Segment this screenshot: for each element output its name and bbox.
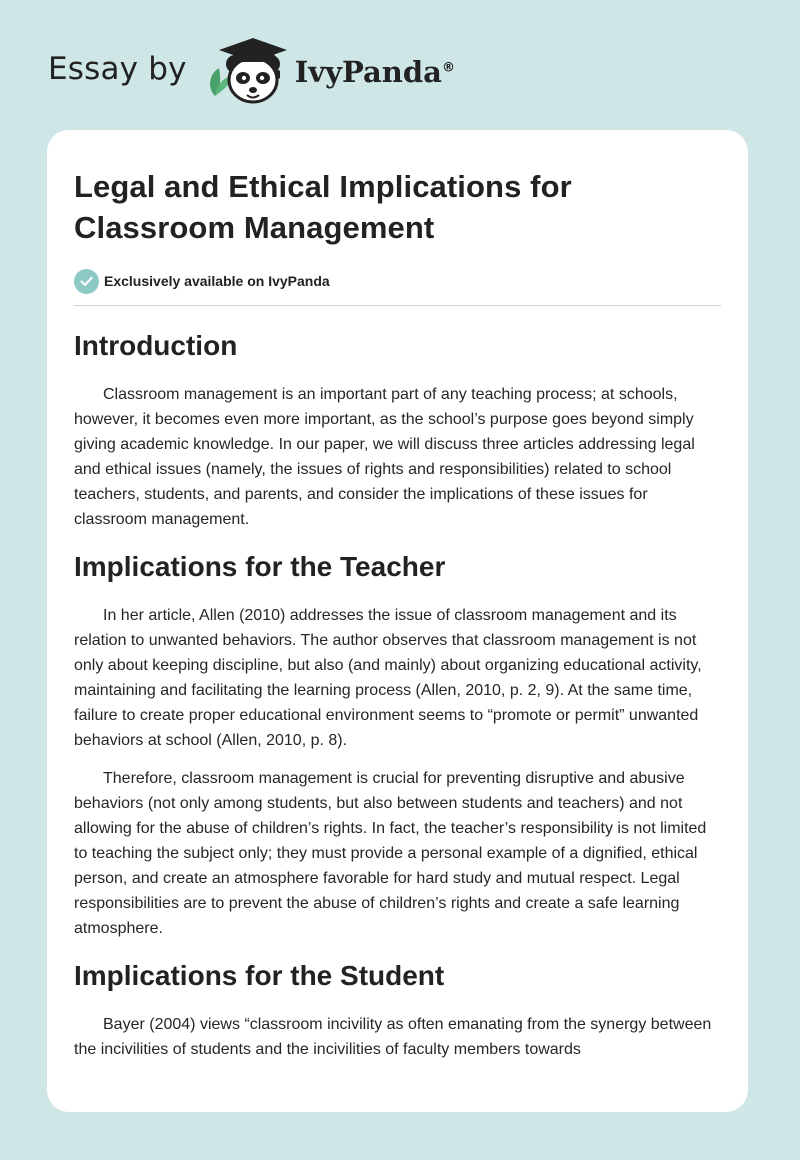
article-card xyxy=(47,130,748,1112)
paragraph: In her article, Allen (2010) addresses the issue of classroom management and its relation to unwanted behaviors. The author observes that classroom management is not only about keeping discipline, but also (and mainly) about organizing educational activity, maintaining and facilitating the learning process (Allen, 2010, p. 2, 9). At the same time, failure to create proper educational environment seems to “promote or permit” unwanted behaviors at school (Allen, 2010, p. 8). xyxy=(74,607,702,749)
registered-mark: ® xyxy=(441,60,455,76)
section-heading-introduction: Introduction xyxy=(74,330,238,361)
paragraph: Classroom management is an important part of any teaching process; at schools, however, it becomes even more important, as the school’s purpose goes beyond simply giving academic knowledge. In our paper, we will discuss three articles addressing legal and ethical issues (namely, the issues of rights and responsibilities) related to school teachers, students, and parents, and consider the implications of these issues for classroom management. xyxy=(74,386,695,528)
exclusive-badge xyxy=(74,268,721,294)
section-heading-student: Implications for the Student xyxy=(74,960,445,991)
paragraph: Therefore, classroom management is crucial for preventing disruptive and abusive behaviors (not only among students, but also between students and teachers) and not allowing for the abuse of children’s rights. In fact, the teacher’s responsibility is not limited to teaching the subject only; they must provide a personal example of a dignified, ethical person, and create an atmosphere favorable for hard study and mutual respect. Legal responsibilities are to prevent the abuse of children’s rights and create a safe learning atmosphere. xyxy=(74,770,707,937)
brand-header xyxy=(48,34,455,106)
paragraph: Bayer (2004) views “classroom incivility as often emanating from the synergy between the incivilities of students and the incivilities of faculty members towards xyxy=(74,1016,712,1058)
panda-graduate-logo-icon xyxy=(201,34,291,106)
checkmark-icon xyxy=(74,269,99,294)
title-divider xyxy=(74,305,721,306)
article-title: Legal and Ethical Implications for Classroom Management xyxy=(74,169,572,245)
exclusive-label: Exclusively available on IvyPanda xyxy=(104,273,330,289)
brand-name-text: IvyPanda xyxy=(294,55,442,89)
brand-prefix: Essay by xyxy=(48,51,187,87)
section-heading-teacher: Implications for the Teacher xyxy=(74,551,446,582)
brand-name xyxy=(295,55,455,89)
